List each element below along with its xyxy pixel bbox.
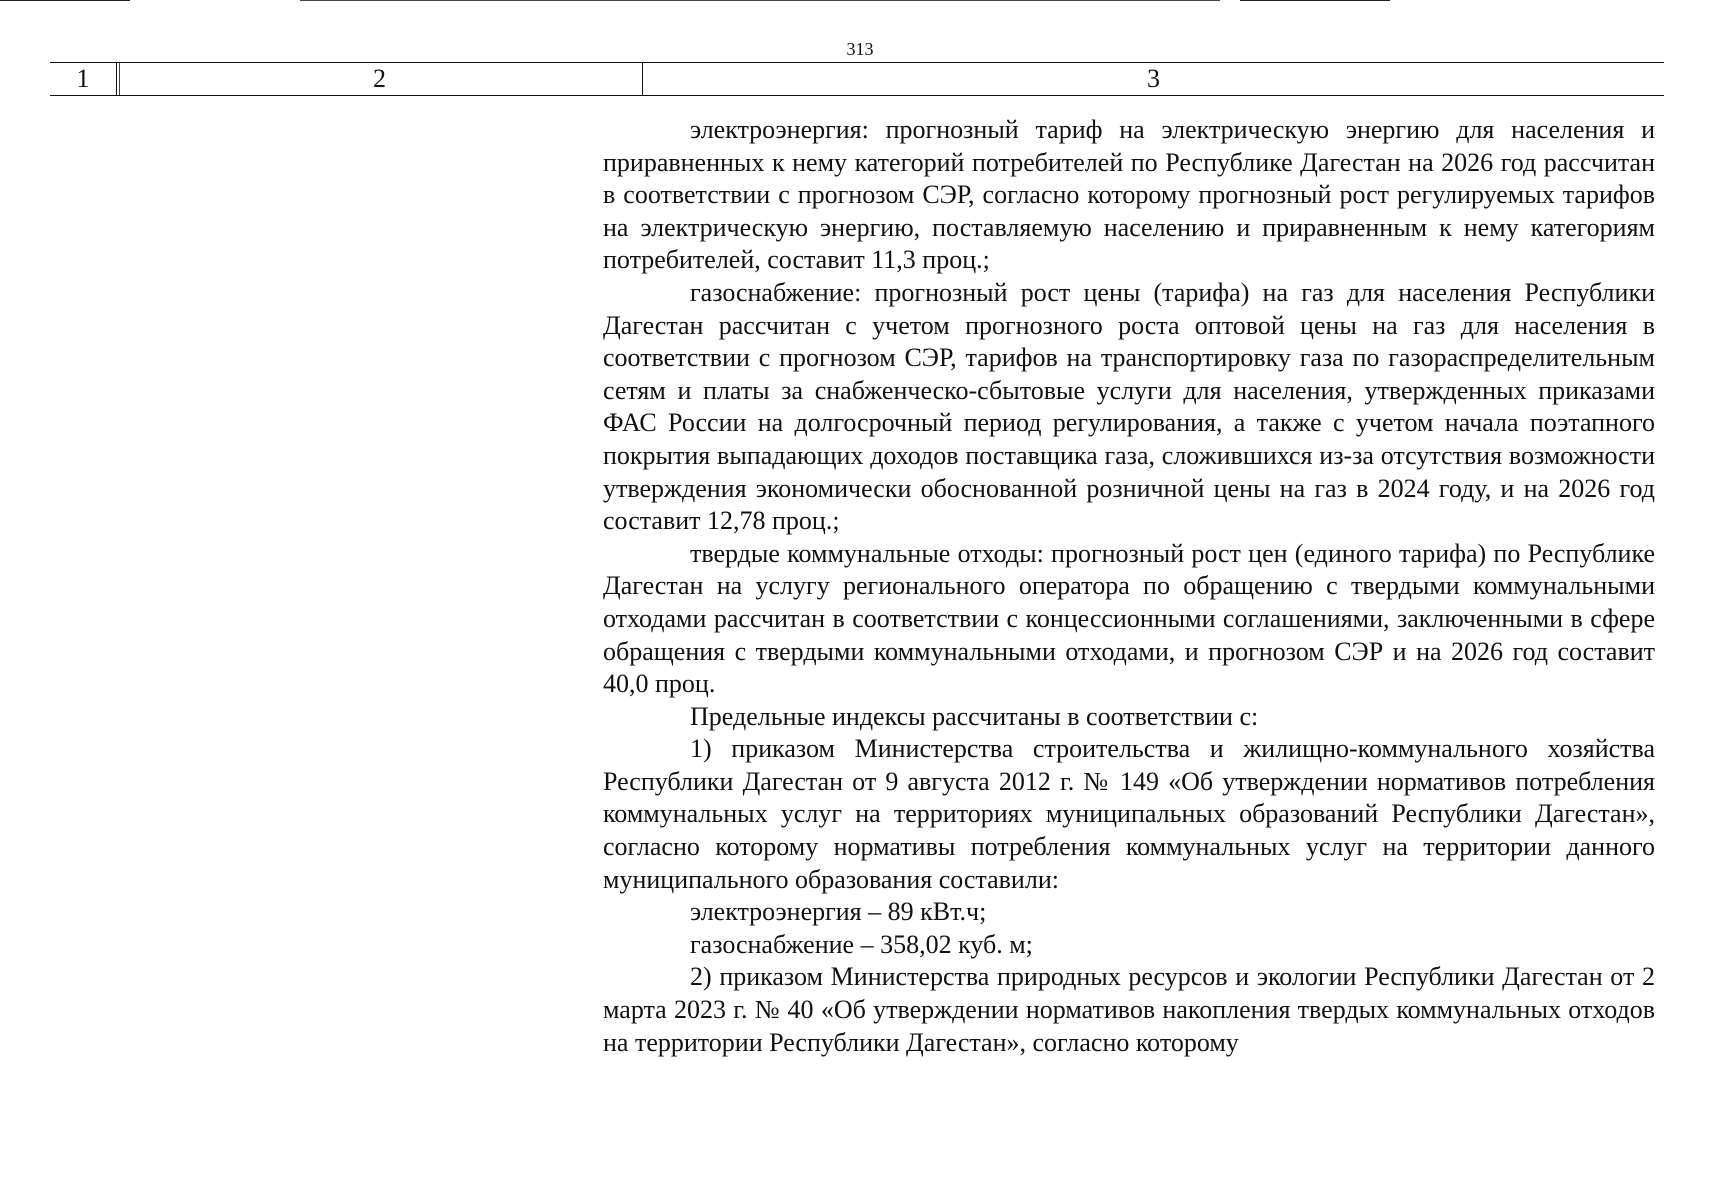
document-body	[603, 114, 1655, 1059]
table-header-col-3: 3	[1147, 64, 1160, 93]
paragraph-electricity: электроэнергия: прогнозный тариф на электрическую энергию для населения и приравненных к нему категорий потребителей по Республике Дагестан на 2026 год рассчитан в соответствии с прогнозом СЭР, согласно которому прогнозный рост регулируемых тарифов на электрическую энергию, поставляемую населению и приравненным к нему категориям потребителей, составит 11,3 проц.;	[603, 115, 1655, 275]
scan-edge-line	[300, 0, 1220, 2]
table-header-col-1: 1	[50, 63, 117, 95]
paragraph-order-1: 1) приказом Министерства строительства и жилищно-коммунального хозяйства Республики Дагестан от 9 августа 2012 г. № 149 «Об утверждении нормативов потребления коммунальных услуг на территориях муниципальных образований Республики Дагестан», согласно которому нормативы потребления коммунальных услуг на территории данного муниципального образования составили:	[603, 734, 1655, 894]
paragraph-gas-norm: газоснабжение – 358,02 куб. м;	[690, 929, 1033, 959]
paragraph-solid-waste: твердые коммунальные отходы: прогнозный рост цен (единого тарифа) по Республике Дагестан на услугу регионального оператора по обращению с твердыми коммунальными отходами рассчитан в соответствии с концессионными соглашениями, заключенными в сфере обращения с твердыми коммунальными отходами, и прогнозом СЭР и на 2026 год составит 40,0 проц.	[603, 538, 1655, 699]
scan-edge-line	[0, 0, 130, 2]
table-header-col-2: 2	[117, 63, 643, 95]
paragraph-order-2: 2) приказом Министерства природных ресурсов и экологии Республики Дагестан от 2 марта 2023 г. № 40 «Об утверждении нормативов накопления твердых коммунальных отходов на территории Республики Дагестан», согласно которому	[603, 962, 1655, 1057]
paragraph-gas: газоснабжение: прогнозный рост цены (тарифа) на газ для населения Республики Дагестан рассчитан с учетом прогнозного роста оптовой цены на газ для населения в соответствии с прогнозом СЭР, тарифов на транспортировку газа по газораспределительным сетям и платы за снабженческо-сбытовые услуги для населения, утвержденных приказами ФАС России на долгосрочный период регулирования, а также с учетом начала поэтапного покрытия выпадающих доходов поставщика газа, сложившихся из-за отсутствия возможности утверждения экономически обоснованной розничной цены на газ в 2024 году, и на 2026 год составит 12,78 проц.;	[603, 277, 1655, 536]
page-number: 313	[846, 39, 874, 59]
scan-edge-line	[1240, 0, 1390, 2]
paragraph-limit-indices: Предельные индексы рассчитаны в соответствии с:	[690, 701, 1259, 731]
table-header-row	[50, 62, 1664, 96]
paragraph-electricity-norm: электроэнергия – 89 кВт.ч;	[690, 897, 987, 927]
